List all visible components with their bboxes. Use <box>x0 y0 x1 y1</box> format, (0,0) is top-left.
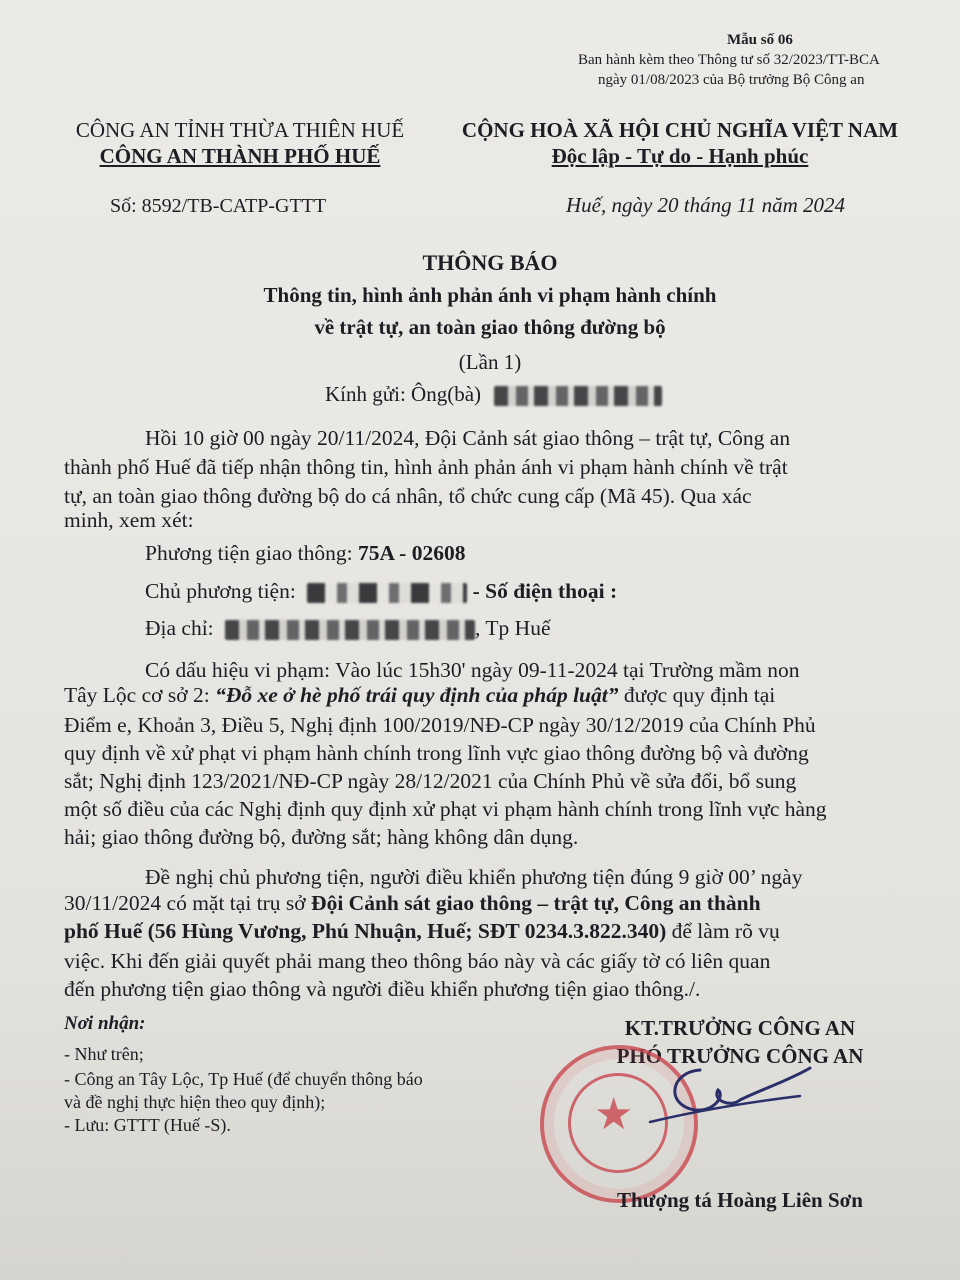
vehicle-line <box>145 541 465 566</box>
recipients-title: Nơi nhận: <box>64 1013 146 1034</box>
recipient-line <box>325 382 662 407</box>
address-line <box>145 616 551 641</box>
para3-line2 <box>64 891 761 916</box>
para3-line2-a: 30/11/2024 có mặt tại trụ sở <box>64 891 312 915</box>
para3-line1: Đề nghị chủ phương tiện, người điều khiển phương tiện đúng 9 giờ 00’ ngày <box>145 865 803 889</box>
para1-line4: minh, xem xét: <box>64 508 194 532</box>
document-round: (Lần 1) <box>458 350 522 374</box>
document-title: THÔNG BÁO <box>422 250 558 275</box>
para1-line1: Hồi 10 giờ 00 ngày 20/11/2024, Đội Cảnh sát giao thông – trật tự, Công an <box>145 426 791 450</box>
redacted-owner-name <box>307 583 467 603</box>
para3-line3-b: để làm rõ vụ <box>666 919 780 943</box>
document-subtitle-1: Thông tin, hình ảnh phản ánh vi phạm hành chính <box>263 283 717 307</box>
para2-line1: Có dấu hiệu vi phạm: Vào lúc 15h30' ngày 09-11-2024 tại Trường mầm non <box>145 658 800 682</box>
vehicle-label: Phương tiện giao thông: <box>145 541 353 565</box>
document-subtitle-2: về trật tự, an toàn giao thông đường bộ <box>314 315 666 339</box>
form-number: Mẫu số 06 <box>727 32 793 48</box>
redacted-recipient-name <box>494 386 662 406</box>
recipient-item-2a: - Công an Tây Lộc, Tp Huế (để chuyển thông báo <box>64 1069 423 1089</box>
nation-motto-text: Độc lập - Tự do - Hạnh phúc <box>551 144 809 168</box>
nation-motto <box>440 144 920 169</box>
seal-star-icon: ★ <box>594 1090 634 1139</box>
owner-phone-label: - Số điện thoại : <box>472 579 618 603</box>
document-date: Huế, ngày 20 tháng 11 năm 2024 <box>566 193 845 217</box>
agency-name-text: CÔNG AN THÀNH PHỐ HUẾ <box>99 144 381 168</box>
vehicle-plate: 75A - 02608 <box>357 541 466 565</box>
recipient-item-3: - Lưu: GTTT (Huế -S). <box>64 1115 231 1135</box>
signer-name: Thượng tá Hoàng Liên Sơn <box>617 1188 863 1212</box>
recipient-label: Kính gửi: Ông(bà) <box>325 382 482 406</box>
para2-line2-a: Tây Lộc cơ sở 2: <box>64 683 216 707</box>
form-issued-line2: ngày 01/08/2023 của Bộ trưởng Bộ Công an <box>598 72 865 88</box>
para1-line2: thành phố Huế đã tiếp nhận thông tin, hình ảnh phản ánh vi phạm hành chính về trật <box>64 455 788 479</box>
recipient-item-1: - Như trên; <box>64 1044 144 1064</box>
para3-line3 <box>64 919 780 944</box>
signer-role-2: PHÓ TRƯỞNG CÔNG AN <box>616 1044 864 1068</box>
para2-line4: quy định về xử phạt vi phạm hành chính trong lĩnh vực giao thông đường bộ và đường <box>64 741 809 765</box>
para3-line4: việc. Khi đến giải quyết phải mang theo thông báo này và các giấy tờ có liên quan <box>64 949 771 973</box>
address-city: , Tp Huế <box>475 616 551 640</box>
violation-description: “Đỗ xe ở hè phố trái quy định của pháp luật” <box>215 683 619 707</box>
agency-parent: CÔNG AN TỈNH THỪA THIÊN HUẾ <box>75 118 405 142</box>
para2-line2-c: được quy định tại <box>618 683 776 707</box>
address-label: Địa chỉ: <box>145 616 214 640</box>
para2-line5: sắt; Nghị định 123/2021/NĐ-CP ngày 28/12/2021 của Chính Phủ về sửa đổi, bổ sung <box>64 769 797 793</box>
redacted-address <box>225 620 475 640</box>
signer-role-1: KT.TRƯỞNG CÔNG AN <box>624 1016 856 1040</box>
form-issued-line1: Ban hành kèm theo Thông tư số 32/2023/TT-BCA <box>578 52 880 68</box>
para1-line3: tự, an toàn giao thông đường bộ do cá nhân, tổ chức cung cấp (Mã 45). Qua xác <box>64 484 752 508</box>
police-address: phố Huế (56 Hùng Vương, Phú Nhuận, Huế; SĐT 0234.3.822.340) <box>64 919 667 943</box>
document-number: Số: 8592/TB-CATP-GTTT <box>110 195 327 217</box>
para2-line2 <box>64 683 775 708</box>
para2-line3: Điểm e, Khoản 3, Điều 5, Nghị định 100/2019/NĐ-CP ngày 30/12/2019 của Chính Phủ <box>64 713 816 737</box>
para3-line5: đến phương tiện giao thông và người điều khiển phương tiện giao thông./. <box>64 977 701 1001</box>
police-unit: Đội Cảnh sát giao thông – trật tự, Công an thành <box>311 891 761 915</box>
para2-line7: hải; giao thông đường bộ, đường sắt; hàng không dân dụng. <box>64 825 579 849</box>
recipient-item-2b: và đề nghị thực hiện theo quy định); <box>64 1092 326 1112</box>
agency-name <box>40 144 440 169</box>
owner-line <box>145 579 617 604</box>
signature-icon <box>640 1060 820 1140</box>
para2-line6: một số điều của các Nghị định quy định xử phạt vi phạm hành chính trong lĩnh vực hàng <box>64 797 827 821</box>
owner-label: Chủ phương tiện: <box>145 579 296 603</box>
nation-name: CỘNG HOÀ XÃ HỘI CHỦ NGHĨA VIỆT NAM <box>461 118 899 142</box>
